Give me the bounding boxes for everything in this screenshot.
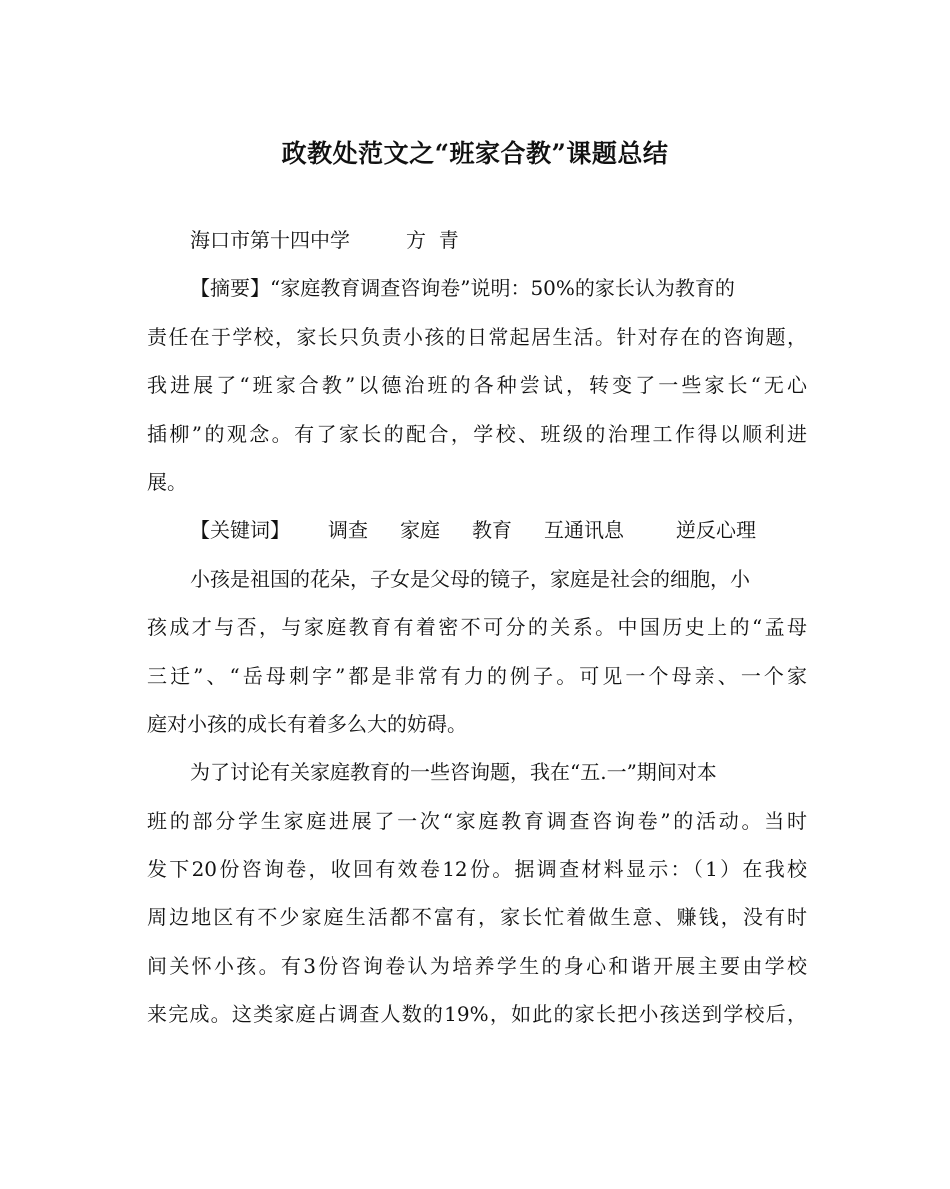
paragraph-line: 庭对小孩的成长有着多么大的妨碍。 [147, 711, 467, 736]
keyword-item: 家庭 [400, 518, 440, 543]
paragraph-line: 为了讨论有关家庭教育的一些咨询题，我在“五.一”期间对本 [190, 760, 717, 785]
paragraph-line: 班的部分学生家庭进展了一次“家庭教育调查咨询卷”的活动。当时 [147, 808, 807, 833]
author-name: 方 青 [406, 228, 459, 252]
document-title: 政教处范文之“班家合教”课题总结 [281, 139, 669, 168]
document-body [147, 216, 807, 1039]
paragraph-line: 孩成才与否，与家庭教育有着密不可分的关系。中国历史上的“孟母 [147, 615, 807, 640]
paragraph-line: 来完成。这类家庭占调查人数的19%，如此的家长把小孩送到学校后， [147, 1002, 807, 1027]
paragraph-line: 发下20份咨询卷，收回有效卷12份。据调查材料显示：（1）在我校 [147, 857, 807, 882]
abstract-line: 我进展了“班家合教”以德治班的各种尝试，转变了一些家长“无心 [147, 373, 807, 398]
keyword-item: 调查 [328, 518, 368, 543]
keyword-item: 教育 [472, 518, 512, 543]
paragraph-line: 间关怀小孩。有3份咨询卷认为培养学生的身心和谐开展主要由学校 [147, 953, 807, 978]
keywords-label: 【关键词】 [190, 518, 290, 543]
paragraph-line: 周边地区有不少家庭生活都不富有，家长忙着做生意、赚钱，没有时 [147, 905, 807, 930]
paragraph-line: 小孩是祖国的花朵，子女是父母的镜子，家庭是社会的细胞，小 [190, 566, 750, 591]
keywords-line [147, 506, 807, 554]
author-school: 海口市第十四中学 [190, 228, 350, 252]
abstract-line: 展。 [147, 469, 187, 494]
paragraph-line: 三迁”、“岳母刺字”都是非常有力的例子。可见一个母亲、一个家 [147, 663, 807, 688]
author-line [147, 216, 807, 264]
keyword-item: 逆反心理 [676, 518, 756, 543]
abstract-line: 插柳”的观念。有了家长的配合，学校、班级的治理工作得以顺利进 [147, 421, 807, 446]
abstract-line: 责任在于学校，家长只负责小孩的日常起居生活。针对存在的咨询题， [147, 324, 807, 349]
keyword-item: 互通讯息 [544, 518, 624, 543]
abstract-line: 【摘要】“家庭教育调查咨询卷”说明：50%的家长认为教育的 [190, 276, 735, 301]
